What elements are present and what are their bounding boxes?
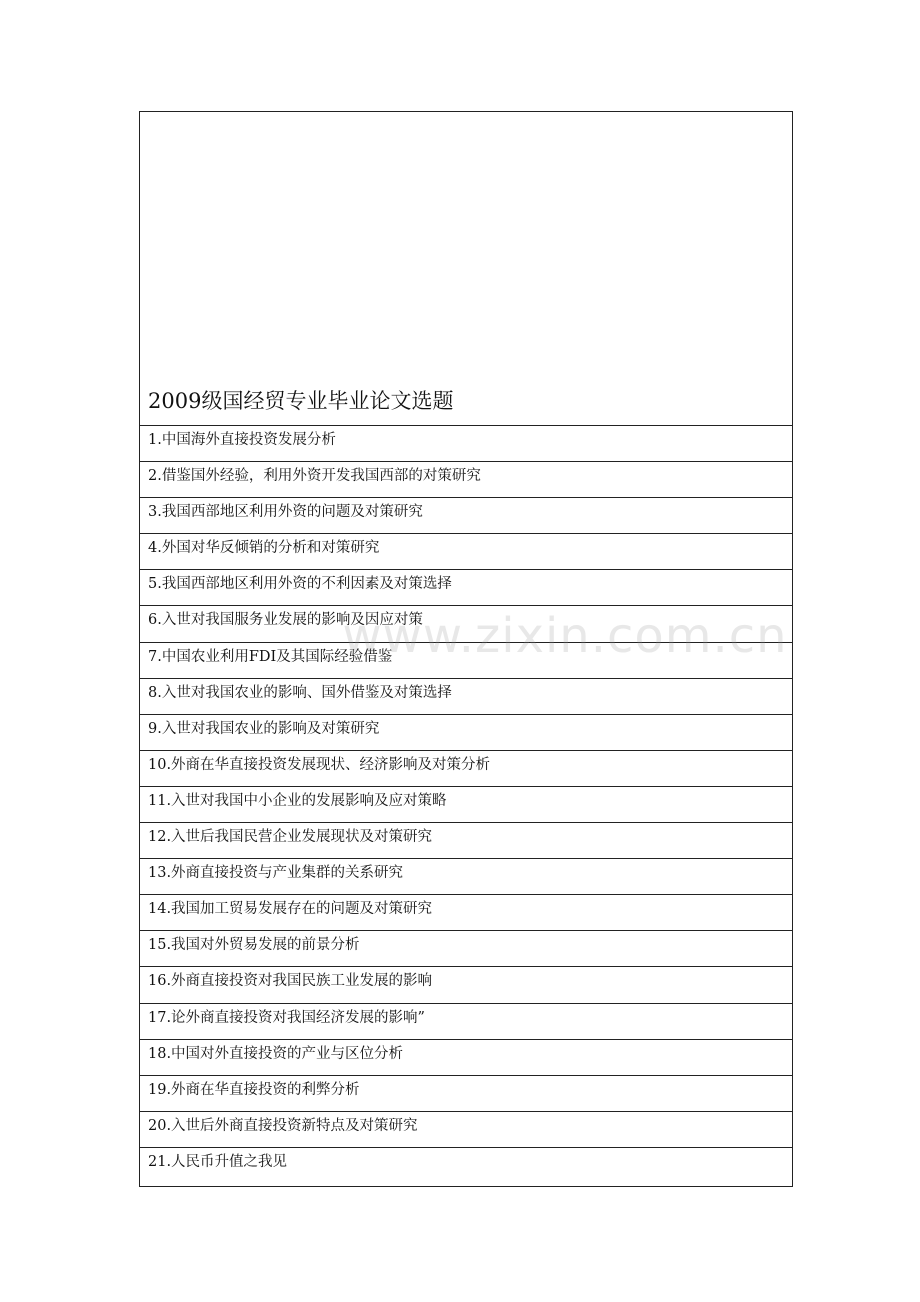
topic-row: 3.我国西部地区利用外资的问题及对策研究 [140,498,792,534]
topic-row: 15.我国对外贸易发展的前景分析 [140,931,792,967]
topic-row: 1.中国海外直接投资发展分析 [140,426,792,462]
topic-row: 18.中国对外直接投资的产业与区位分析 [140,1040,792,1076]
topic-row: 11.入世对我国中小企业的发展影响及应对策略 [140,787,792,823]
topic-row: 6.入世对我国服务业发展的影响及因应对策 [140,606,792,642]
topic-row: 19.外商在华直接投资的利弊分析 [140,1076,792,1112]
watermark-text: www.zixin.com.cn [342,608,788,664]
topic-row: 20.入世后外商直接投资新特点及对策研究 [140,1112,792,1148]
title-cell [140,112,792,426]
topic-row: 8.入世对我国农业的影响、国外借鉴及对策选择 [140,679,792,715]
topic-row: 9.入世对我国农业的影响及对策研究 [140,715,792,751]
topic-row: 5.我国西部地区利用外资的不利因素及对策选择 [140,570,792,606]
document-title: 2009级国经贸专业毕业论文选题 [148,389,454,413]
topic-row: 4.外国对华反倾销的分析和对策研究 [140,534,792,570]
topic-row: 13.外商直接投资与产业集群的关系研究 [140,859,792,895]
topic-row: 17.论外商直接投资对我国经济发展的影响” [140,1004,792,1040]
topic-row: 12.入世后我国民营企业发展现状及对策研究 [140,823,792,859]
topic-row: 2.借鉴国外经验，利用外资开发我国西部的对策研究 [140,462,792,498]
topic-row: 21.人民币升值之我见 [148,1153,288,1170]
topic-row: 10.外商在华直接投资发展现状、经济影响及对策分析 [140,751,792,787]
topic-row: 7.中国农业利用FDI及其国际经验借鉴 [140,643,792,679]
topics-table [139,111,793,1187]
topic-row: 14.我国加工贸易发展存在的问题及对策研究 [140,895,792,931]
topic-row: 16.外商直接投资对我国民族工业发展的影响 [140,967,792,1003]
